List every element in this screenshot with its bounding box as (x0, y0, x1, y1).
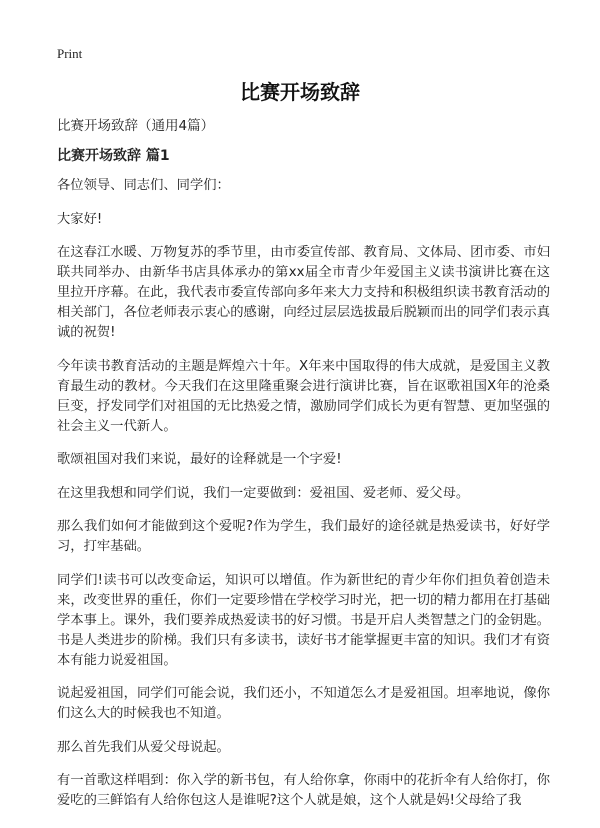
paragraph-reading: 同学们!读书可以改变命运，知识可以增值。作为新世纪的青少年你们担负着创造未来，改变世界的重任，你们一定要珍惜在学校学习时光，把一切的精力都用在打基础学本事上。课外，我们要养成热爱读书的好习惯。书是开启人类智慧之门的金钥匙。书是人类进步的阶梯。我们只有多读书，读好书才能掌握更丰富的知识。我们才有资本有能力说爱祖国。 (57, 572, 550, 668)
paragraph-theme: 今年读书教育活动的主题是辉煌六十年。X年来中国取得的伟大成就，是爱国主义教育最生动的教材。今天我们在这里隆重聚会进行演讲比赛，旨在讴歌祖国X年的沧桑巨变，抒发同学们对祖国的无比热爱之情，激励同学们成长为更有智慧、更加坚强的社会主义一代新人。 (57, 358, 550, 434)
document-subtitle: 比赛开场致辞（通用4篇） (57, 118, 215, 134)
paragraph-three-loves: 在这里我想和同学们说，我们一定要做到：爱祖国、爱老师、爱父母。 (57, 485, 470, 501)
document-title: 比赛开场致辞 (240, 80, 360, 104)
paragraph-patriotism: 说起爱祖国，同学们可能会说，我们还小，不知道怎么才是爱祖国。坦率地说，像你们这么大的时候我也不知道。 (57, 686, 550, 721)
paragraph-salutation: 各位领导、同志们、同学们： (57, 178, 230, 193)
paragraph-how: 那么我们如何才能做到这个爱呢?作为学生，我们最好的途径就是热爱读书，好好学习，打牢基础。 (57, 519, 550, 554)
document-body (57, 117, 550, 811)
paragraph-greeting: 大家好! (57, 211, 103, 227)
print-link[interactable]: Print (57, 46, 83, 61)
section-heading: 比赛开场致辞 篇1 (57, 148, 170, 164)
paragraph-opening: 在这春江水暖、万物复苏的季节里，由市委宣传部、教育局、文体局、团市委、市妇联共同举办、由新华书店具体承办的第xx届全市青少年爱国主义读书演讲比赛在这里拉开序幕。在此，我代表市委宣传部向多年来大力支持和积极组织读书教育活动的相关部门，各位老师表示衷心的感谢，向经过层层选拔最后脱颖而出的同学们表示真诚的祝贺! (57, 245, 550, 340)
paragraph-love: 歌颂祖国对我们来说，最好的诠释就是一个字爱! (57, 452, 342, 467)
paragraph-song: 有一首歌这样唱到：你入学的新书包，有人给你拿，你雨中的花折伞有人给你打，你爱吃的三鲜馅有人给你包这人是谁呢?这个人就是娘，这个人就是妈!父母给了我 (57, 773, 550, 808)
paragraph-parents: 那么首先我们从爱父母说起。 (57, 739, 230, 755)
